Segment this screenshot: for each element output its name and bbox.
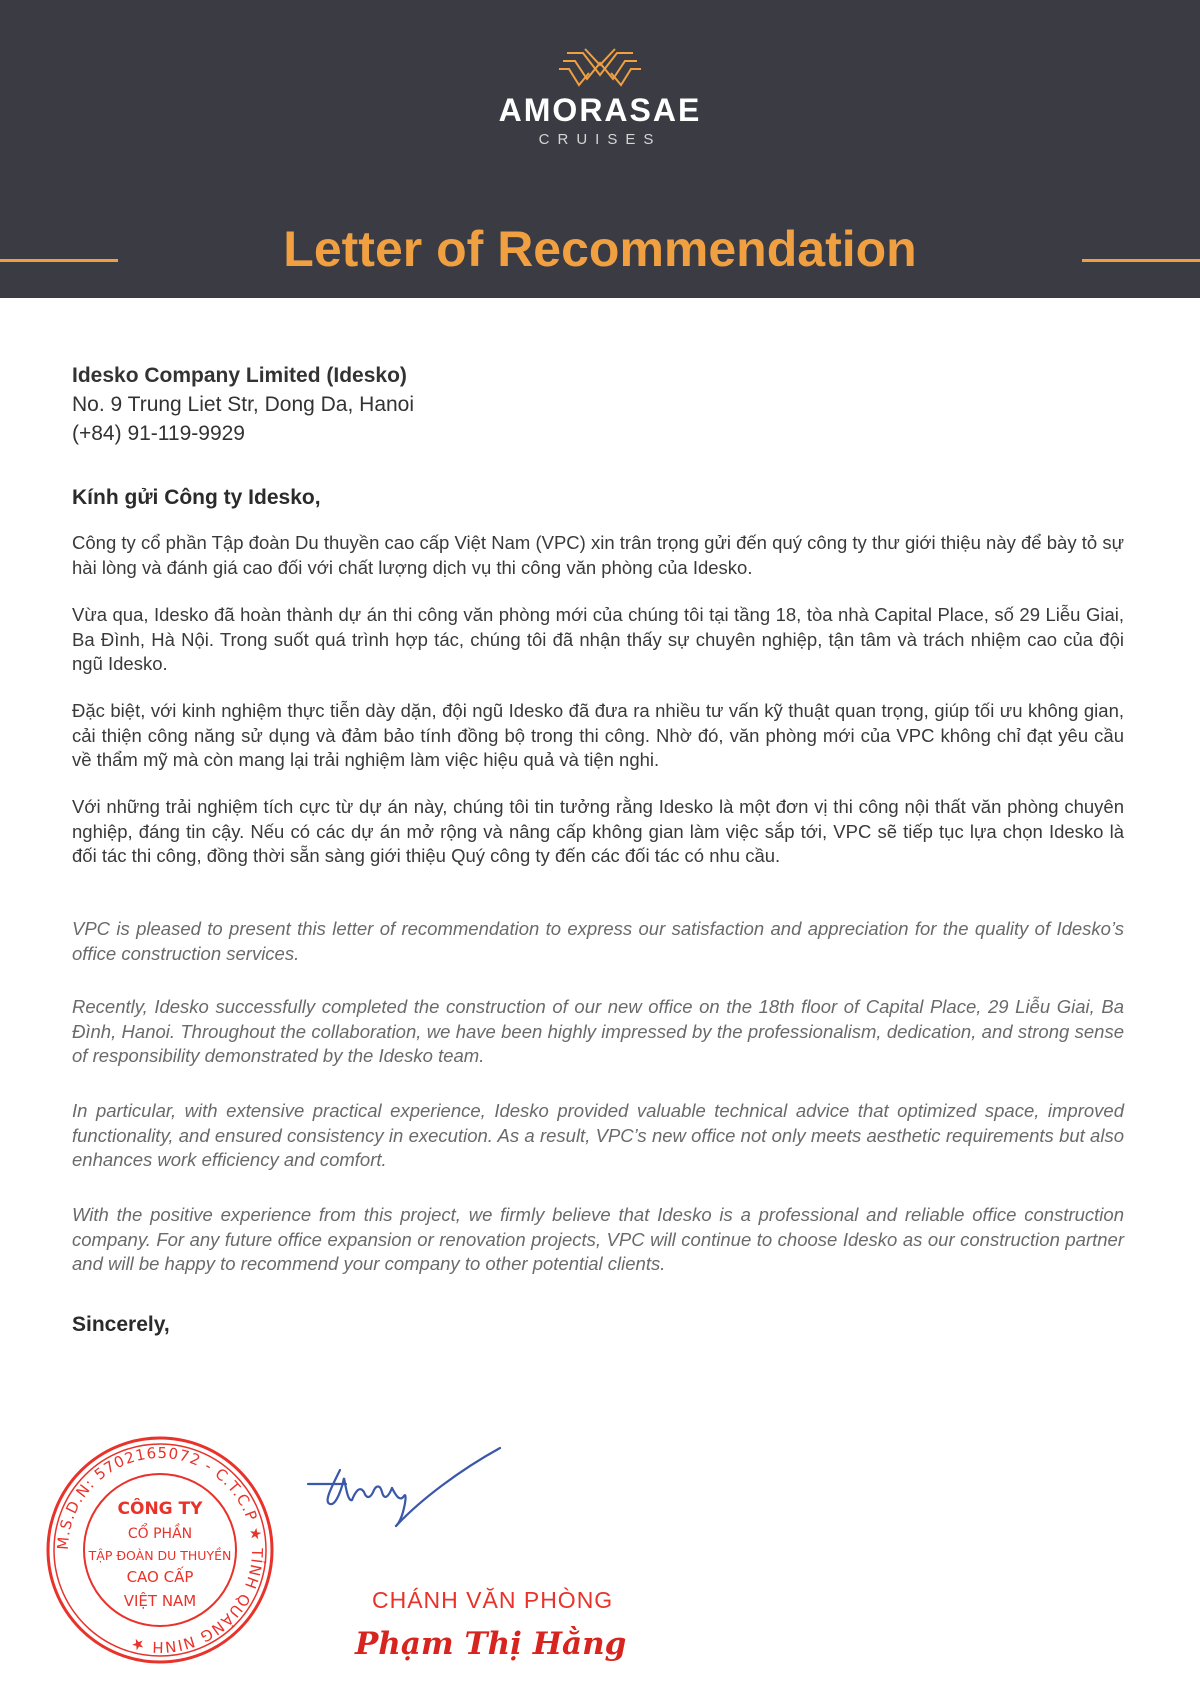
body-paragraph-en: In particular, with extensive practical experience, Idesko provided valuable technical advice that optimized space, improved functionality, and ensured consistency in execution. As a result, VPC’s new office not only meets aesthetic requirements but also enhances work efficiency and comfort.: [72, 1100, 1124, 1170]
signer-name: Phạm Thị Hằng: [355, 1626, 627, 1662]
body-paragraph-vi: Với những trải nghiệm tích cực từ dự án này, chúng tôi tin tưởng rằng Idesko là một đơn vị thi công nội thất văn phòng chuyên nghiệp, đáng tin cậy. Nếu có các dự án mở rộng và nâng cấp không gian làm việc sắp tới, VPC sẽ tiếp tục lựa chọn Idesko là đối tác thi công, đồng thời sẵn sàng giới thiệu Quý công ty đến các đối tác có nhu cầu.: [72, 796, 1124, 866]
body-paragraph-en: VPC is pleased to present this letter of recommendation to express our satisfaction and appreciation for the quality of Idesko’s office construction services.: [72, 918, 1124, 964]
seal-line: TẬP ĐOÀN DU THUYỀN: [88, 1548, 232, 1563]
body-paragraph-vi: Vừa qua, Idesko đã hoàn thành dự án thi công văn phòng mới của chúng tôi tại tầng 18, tòa nhà Capital Place, số 29 Liễu Giai, Ba Đình, Hà Nội. Trong suốt quá trình hợp tác, chúng tôi đã nhận thấy sự chuyên nghiệp, tận tâm và trách nhiệm cao của đội ngũ Idesko.: [72, 604, 1124, 674]
title-rule-right: [1082, 259, 1200, 262]
amorasae-wave-logo-icon: [555, 45, 645, 91]
seal-line: CAO CẤP: [126, 1568, 194, 1586]
seal-line: CÔNG TY: [117, 1499, 203, 1519]
closing: Sincerely,: [72, 1313, 170, 1336]
seal-ring-text: M.S.D.N: 5702165072 - C.T.C.P ★ TỈNH QUẢNG NINH ★: [53, 1443, 267, 1657]
seal-line: VIỆT NAM: [123, 1592, 197, 1610]
seal-line: CỔ PHẦN: [127, 1526, 193, 1542]
body-paragraph-vi: Đặc biệt, với kinh nghiệm thực tiễn dày dặn, đội ngũ Idesko đã đưa ra nhiều tư vấn kỹ thuật quan trọng, giúp tối ưu không gian, cải thiện công năng sử dụng và đảm bảo tính đồng bộ trong thi công. Nhờ đó, văn phòng mới của VPC không chỉ đạt yêu cầu về thẩm mỹ mà còn mang lại trải nghiệm làm việc hiệu quả và tiện nghi.: [72, 700, 1124, 770]
company-seal-stamp: [40, 1430, 280, 1670]
salutation: Kính gửi Công ty Idesko,: [72, 486, 321, 509]
recipient-address: No. 9 Trung Liet Str, Dong Da, Hanoi: [72, 393, 415, 416]
body-paragraph-en: Recently, Idesko successfully completed the construction of our new office on the 18th floor of Capital Place, 29 Liễu Giai, Ba Đình, Hanoi. Throughout the collaboration, we have been highly impressed by the professionalism, dedication, and strong sense of responsibility demonstrated by the Idesko team.: [72, 996, 1124, 1066]
letter-header: [0, 0, 1200, 298]
signer-role: CHÁNH VĂN PHÒNG: [372, 1587, 614, 1613]
title-rule-left: [0, 259, 118, 262]
page-title: Letter of Recommendation: [283, 221, 917, 277]
recipient-company: Idesko Company Limited (Idesko): [72, 364, 407, 387]
handwritten-signature: [300, 1440, 530, 1530]
brand-subtitle: CRUISES: [538, 131, 662, 148]
recipient-phone: (+84) 91-119-9929: [72, 422, 245, 445]
body-paragraph-vi: Công ty cổ phần Tập đoàn Du thuyền cao cấp Việt Nam (VPC) xin trân trọng gửi đến quý công ty thư giới thiệu này để bày tỏ sự hài lòng và đánh giá cao đối với chất lượng dịch vụ thi công văn phòng của Idesko.: [72, 532, 1124, 578]
brand-name: AMORASAE: [498, 92, 702, 128]
recipient-block: [72, 361, 414, 448]
body-paragraph-en: With the positive experience from this project, we firmly believe that Idesko is a professional and reliable office construction company. For any future office expansion or renovation projects, VPC will continue to choose Idesko as our construction partner and will be happy to recommend your company to other potential clients.: [72, 1204, 1124, 1274]
